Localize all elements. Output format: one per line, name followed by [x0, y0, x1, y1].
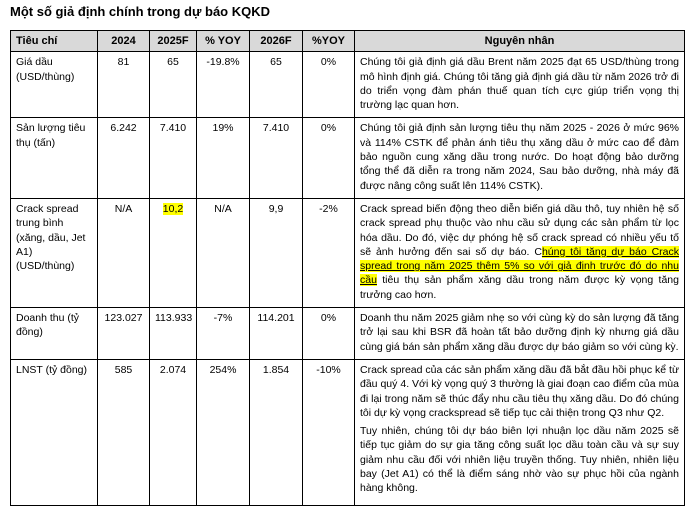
value-2025f: 65	[150, 52, 197, 118]
header-criteria: Tiêu chí	[11, 31, 98, 52]
value-2025f: 2.074	[150, 359, 197, 505]
reason-paragraph: Crack spread của các sản phẩm xăng dầu đã bắt đầu hồi phục kể từ đầu quý 4. Với kỳ vọng quý 3 thường là giai đoạn cao điểm của mùa đi lại trong năm sẽ thúc đẩy nhu cầu tiêu thụ xăng dầu. Do đó chúng tôi dự kỳ vọng crackspread sẽ tiếp tục cải thiện trong Q3 như Q2.	[360, 363, 679, 419]
value-2026f: 7.410	[250, 118, 303, 198]
value-2025f: 113.933	[150, 308, 197, 360]
yoy-2025: -7%	[197, 308, 250, 360]
yoy-2025: 19%	[197, 118, 250, 198]
yoy-2025: -19.8%	[197, 52, 250, 118]
criteria-cell: Giá dầu (USD/thùng)	[11, 52, 98, 118]
yoy-2025: N/A	[197, 198, 250, 307]
reason-cell: Chúng tôi giả định sản lượng tiêu thụ năm 2025 - 2026 ở mức 96% và 114% CSTK để phản ánh tiêu thụ xăng dầu ở mức cao để đảm bảo nguồn cung xăng dầu trong nước. Do hoạt động bảo dưỡng tổng thể đã diễn ra trong năm 2024, Sau bảo dưỡng, nhà máy đã được nâng công suất lên 114% CSTK).	[355, 118, 685, 198]
value-2024: 6.242	[98, 118, 150, 198]
yoy-2026: -2%	[303, 198, 355, 307]
value-2025f	[150, 198, 197, 307]
value-2024: 123.027	[98, 308, 150, 360]
header-row	[11, 31, 685, 52]
reason-cell: Chúng tôi giả định giá dầu Brent năm 2025 đạt 65 USD/thùng trong mô hình định giá. Chúng tôi tăng giả định giá dầu từ năm 2026 trở đi do triển vọng đàm phán thuế quan tích cực giúp triển vọng thị trường lạc quan hơn.	[355, 52, 685, 118]
reason-cell: Doanh thu năm 2025 giảm nhẹ so với cùng kỳ do sản lượng đã tăng trở lại sau khi BSR đã hoàn tất bảo dưỡng định kỳ nhưng giá dầu cùng giá bán sản phẩm xăng dầu được dự báo giảm so với cùng kỳ.	[355, 308, 685, 360]
yoy-2025: 254%	[197, 359, 250, 505]
header-yoy-2: %YOY	[303, 31, 355, 52]
assumptions-table	[10, 30, 685, 506]
table-row	[11, 359, 685, 505]
page-title: Một số giả định chính trong dự báo KQKD	[10, 4, 270, 19]
yoy-2026: 0%	[303, 118, 355, 198]
criteria-cell: Sản lượng tiêu thụ (tấn)	[11, 118, 98, 198]
yoy-2026: -10%	[303, 359, 355, 505]
header-reason: Nguyên nhân	[355, 31, 685, 52]
value-2024: N/A	[98, 198, 150, 307]
value-2024: 81	[98, 52, 150, 118]
header-2026f: 2026F	[250, 31, 303, 52]
reason-text: tiêu thụ sản phẩm xăng dầu trong năm được kỳ vọng tăng trưởng cao hơn.	[360, 274, 679, 301]
criteria-cell: Crack spread trung bình (xăng, dầu, Jet A1) (USD/thùng)	[11, 198, 98, 307]
value-2026f: 1.854	[250, 359, 303, 505]
value-2024: 585	[98, 359, 150, 505]
value-2026f: 9,9	[250, 198, 303, 307]
table-row	[11, 198, 685, 307]
value-2026f: 65	[250, 52, 303, 118]
yoy-2026: 0%	[303, 308, 355, 360]
highlighted-reason-text: húng tôi tăng dự báo Crack spread trong năm 2025 thêm 5% so với giả định trước đó do nhu cầu	[360, 245, 679, 287]
table-row	[11, 308, 685, 360]
reason-cell	[355, 359, 685, 505]
value-2025f: 7.410	[150, 118, 197, 198]
header-2024: 2024	[98, 31, 150, 52]
table-row	[11, 118, 685, 198]
header-yoy-1: % YOY	[197, 31, 250, 52]
header-2025f: 2025F	[150, 31, 197, 52]
table-row	[11, 52, 685, 118]
criteria-cell: LNST (tỷ đồng)	[11, 359, 98, 505]
criteria-cell: Doanh thu (tỷ đồng)	[11, 308, 98, 360]
reason-cell	[355, 198, 685, 307]
reason-text: Crack spread biến động theo diễn biến giá dầu thô, tuy nhiên hệ số crack spread phụ thuộc vào nhu cầu sử dụng các sản phẩm từ lọc hóa dầu. Do đó, việc dự phóng hệ số crack spread có nhiều yếu tố sẽ ảnh hưởng đến sai số dự báo. C	[360, 202, 679, 258]
reason-paragraph: Tuy nhiên, chúng tôi dự báo biên lợi nhuận lọc dầu năm 2025 sẽ tiếp tục giảm do sự gia tăng công suất lọc dầu toàn cầu và sự suy giảm nhu cầu đối với nhiên liệu truyền thống. Tuy nhiên, nhiên liệu bay (Jet A1) có thể là điểm sáng nhờ vào sự phục hồi của ngành hàng không.	[360, 425, 679, 495]
value-2026f: 114.201	[250, 308, 303, 360]
yoy-2026: 0%	[303, 52, 355, 118]
highlighted-value: 10,2	[162, 202, 184, 215]
